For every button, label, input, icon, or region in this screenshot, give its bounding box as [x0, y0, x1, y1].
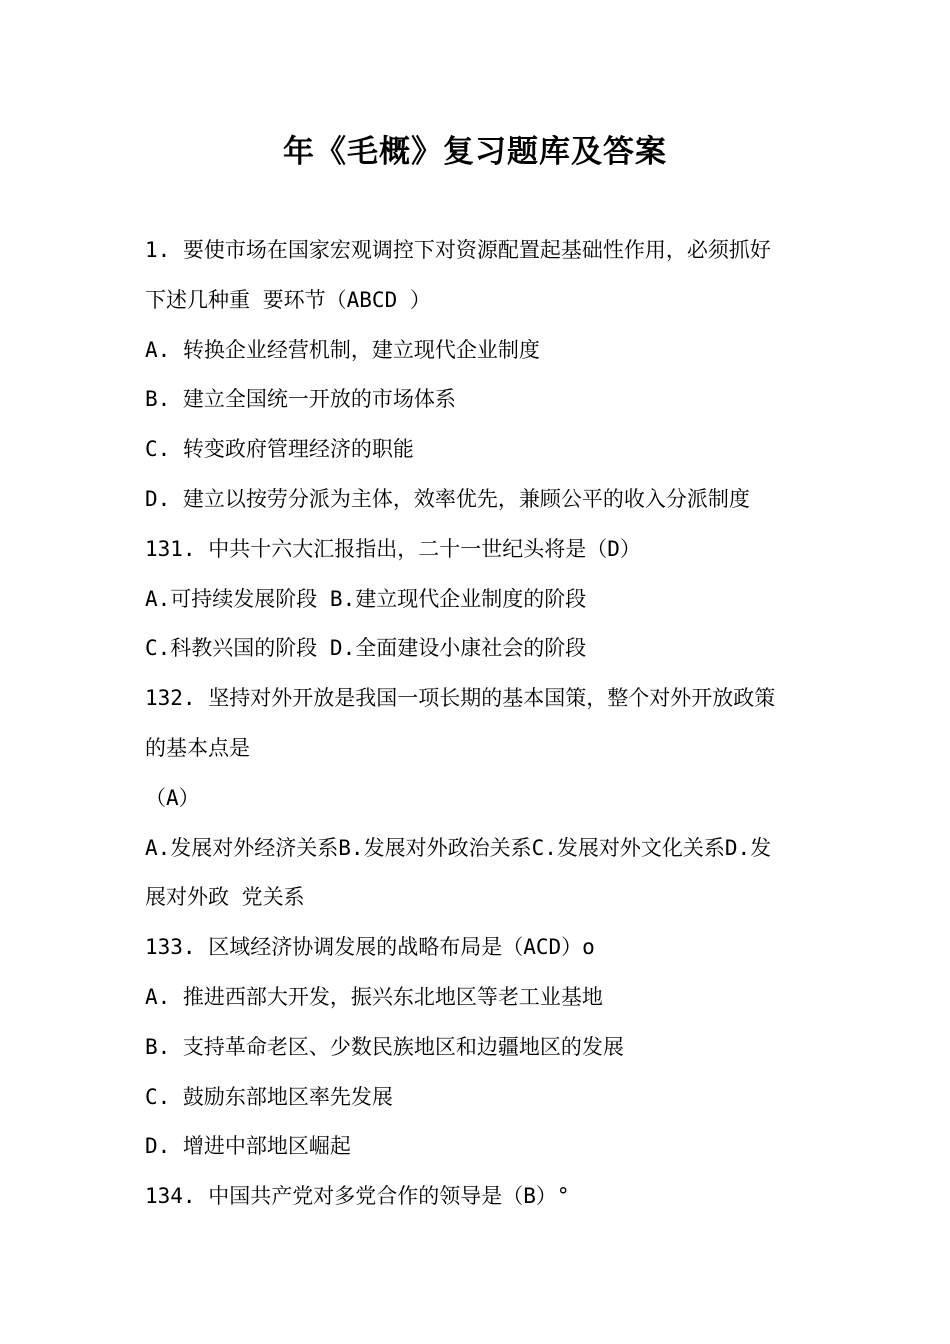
- text-line: 134. 中国共产党对多党合作的领导是（B）°: [145, 1184, 570, 1209]
- text-line: B. 建立全国统一开放的市场体系: [145, 387, 456, 412]
- document-title: 年《毛概》复习题库及答案: [283, 134, 667, 170]
- text-line: A. 转换企业经营机制，建立现代企业制度: [145, 337, 540, 362]
- text-line: （A）: [145, 785, 200, 810]
- text-line: 1. 要使市场在国家宏观调控下对资源配置起基础性作用，必须抓好: [145, 238, 771, 262]
- text-line: A. 推进西部大开发，振兴东北地区等老工业基地: [145, 984, 603, 1009]
- text-line: C.科教兴国的阶段 D.全面建设小康社会的阶段: [145, 636, 587, 661]
- document-body: [145, 226, 825, 1222]
- text-line: C. 鼓励东部地区率先发展: [145, 1084, 393, 1109]
- text-line: 133. 区域经济协调发展的战略布局是（ACD）o: [145, 935, 595, 960]
- text-line: A.发展对外经济关系B.发展对外政治关系C.发展对外文化关系D.发: [145, 835, 772, 860]
- text-line: 展对外政 党关系: [145, 885, 305, 910]
- text-line: A.可持续发展阶段 B.建立现代企业制度的阶段: [145, 586, 587, 611]
- text-line: 下述几种重 要环节（ABCD ）: [145, 287, 431, 312]
- text-line: C. 转变政府管理经济的职能: [145, 437, 414, 462]
- text-line: 的基本点是: [145, 735, 250, 760]
- text-line: D. 建立以按劳分派为主体，效率优先，兼顾公平的收入分派制度: [145, 486, 750, 511]
- text-line: 132. 坚持对外开放是我国一项长期的基本国策，整个对外开放政策: [145, 686, 776, 711]
- text-line: B. 支持革命老区、少数民族地区和边疆地区的发展: [145, 1034, 624, 1059]
- text-line: 131. 中共十六大汇报指出，二十一世纪头将是（D）: [145, 536, 641, 561]
- text-line: D. 增进中部地区崛起: [145, 1134, 351, 1159]
